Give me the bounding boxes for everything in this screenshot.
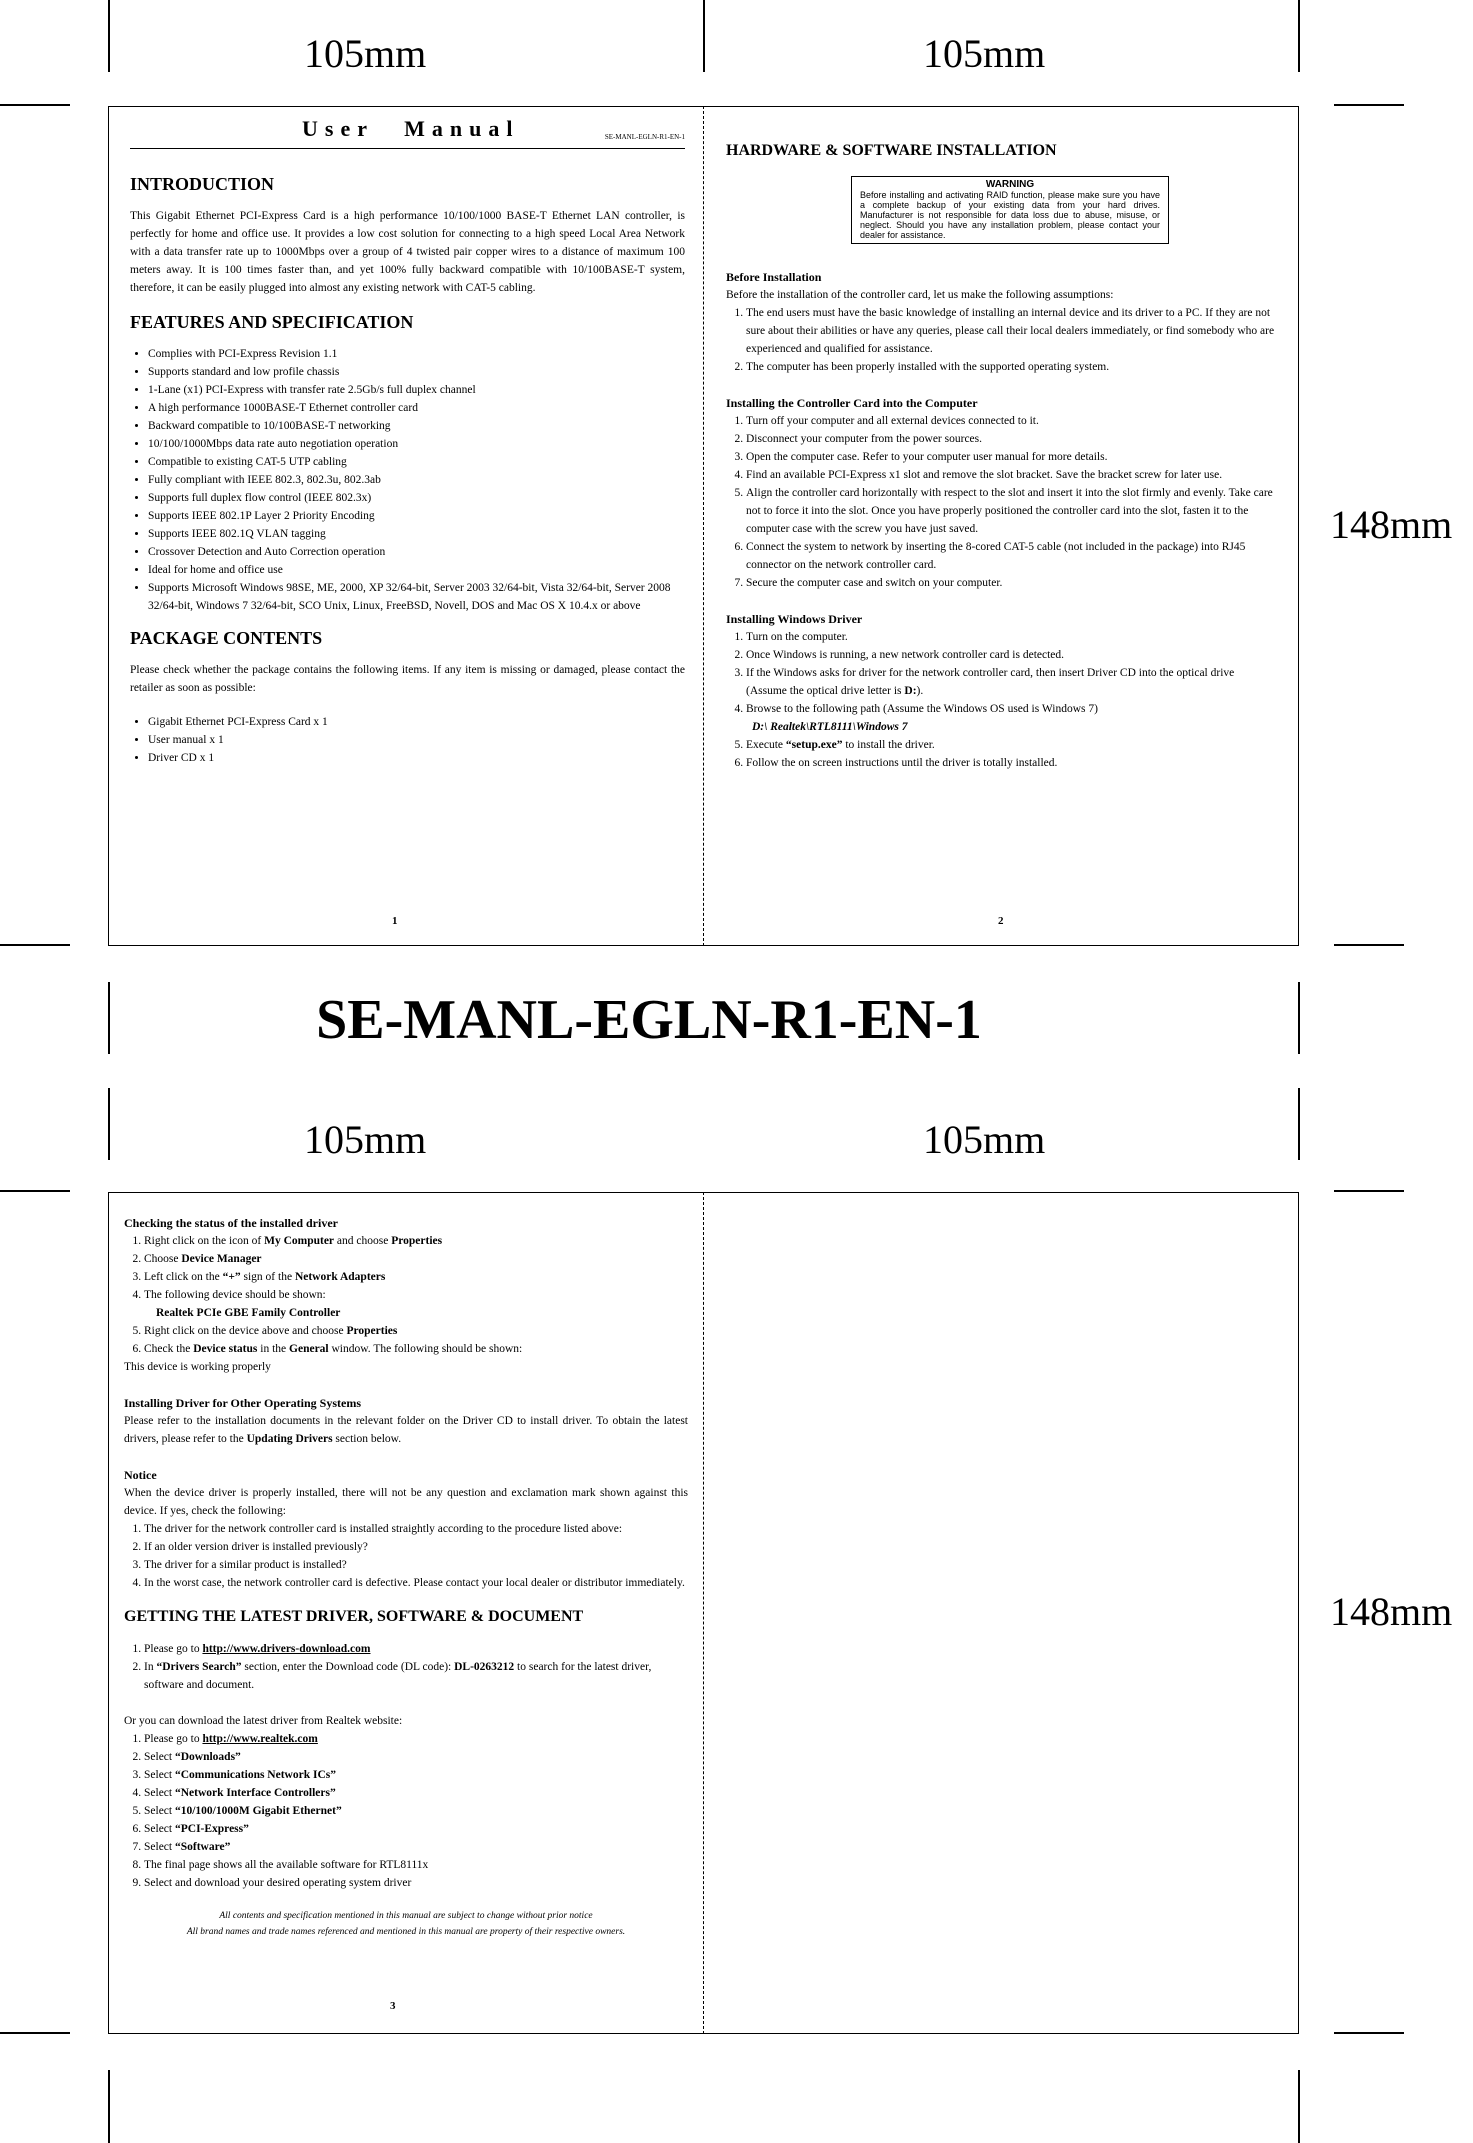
list-item: 4. Find an available PCI-Express x1 slot and remove the slot bracket. Save the bracket screw for later use. (746, 466, 1276, 484)
list-item: 4. In the worst case, the network controller card is defective. Please contact your local dealer or distributor immediately. (144, 1574, 688, 1592)
crop-mark (703, 0, 705, 72)
list-item: • Driver CD x 1 (148, 749, 685, 767)
list-item: 1. Turn off your computer and all external devices connected to it. (746, 412, 1276, 430)
list-item: 6. Follow the on screen instructions until the driver is totally installed. (746, 754, 1276, 772)
page-number: 1 (392, 915, 398, 927)
header-title: User Manual (302, 116, 520, 141)
list-item: 3. Open the computer case. Refer to your computer user manual for more details. (746, 448, 1276, 466)
crop-mark (1298, 1088, 1300, 1160)
header-code: SE-MANL-EGLN-R1-EN-1 (604, 133, 685, 141)
package-text: Please check whether the package contains the following items. If any item is missing or damaged, please contact the retailer as soon as possible: (130, 664, 685, 694)
list-item: 6. Check the Device status in the General window. The following should be shown: (144, 1340, 688, 1358)
list-item: 2. If an older version driver is installed previously? (144, 1538, 688, 1556)
list-item: 1. The driver for the network controller card is installed straightly according to the procedure listed above: (144, 1520, 688, 1538)
other-heading: Installing Driver for Other Operating Systems (124, 1396, 361, 1410)
list-item: • 1-Lane (x1) PCI-Express with transfer rate 2.5Gb/s full duplex channel (148, 381, 685, 399)
driver-path: D:\ Realtek\RTL8111\Windows 7 (752, 721, 908, 733)
driver-list (726, 628, 1276, 772)
features-heading: FEATURES AND SPECIFICATION (130, 312, 414, 332)
list-item: 5. Align the controller card horizontally with respect to the slot and insert it into the slot firmly and evenly. Take care not to force it into the slot. Once you have properly positioned the controller card into the slot, fasten it to the computer case with the screw you have just saved. (746, 484, 1276, 538)
list-item: • Supports standard and low profile chassis (148, 363, 685, 381)
width-label: 105mm (923, 1117, 1046, 1162)
before-list (726, 304, 1276, 376)
list-item: 2. Select “Downloads” (144, 1748, 688, 1766)
crop-mark (1298, 2070, 1300, 2143)
check-heading: Checking the status of the installed driver (124, 1216, 338, 1230)
footnote: All brand names and trade names referenced and mentioned in this manual are property of their respective owners. (186, 1927, 626, 1937)
crop-mark (1334, 2032, 1404, 2034)
list-item: 3. Left click on the “+” sign of the Network Adapters (144, 1268, 688, 1286)
realtek-list (124, 1730, 688, 1892)
list-item: 9. Select and download your desired operating system driver (144, 1874, 688, 1892)
before-heading: Before Installation (726, 270, 822, 284)
package-list (130, 713, 685, 767)
list-item: 2. The computer has been properly installed with the supported operating system. (746, 358, 1276, 376)
other-text: Please refer to the installation documents in the relevant folder on the Driver CD to install driver. To obtain the latest drivers, please refer to the Updating Drivers section below. (124, 1415, 688, 1445)
list-item: 5. Execute “setup.exe” to install the driver. (746, 736, 1276, 754)
card-heading: Installing the Controller Card into the Computer (726, 396, 978, 410)
latest-list (124, 1640, 688, 1694)
crop-mark (108, 1088, 110, 1160)
install-heading: HARDWARE & SOFTWARE INSTALLATION (726, 142, 1057, 159)
list-item: • Fully compliant with IEEE 802.3, 802.3u, 802.3ab (148, 471, 685, 489)
list-item: 2. In “Drivers Search” section, enter the Download code (DL code): DL-0263212 to search for the latest driver, software and document. (144, 1658, 688, 1694)
crop-mark (0, 2032, 70, 2034)
list-item: 4. Select “Network Interface Controllers” (144, 1784, 688, 1802)
crop-mark (108, 0, 110, 72)
list-item: 8. The final page shows all the available software for RTL8111x (144, 1856, 688, 1874)
list-item: 1. Please go to http://www.drivers-download.com (144, 1640, 688, 1658)
list-item: 5. Select “10/100/1000M Gigabit Ethernet” (144, 1802, 688, 1820)
download-link[interactable]: http://www.drivers-download.com (202, 1643, 371, 1655)
features-list (130, 345, 685, 615)
footnote: All contents and specification mentioned in this manual are subject to change without prior notice (219, 1911, 593, 1921)
package-heading: PACKAGE CONTENTS (130, 628, 323, 648)
list-item: 4. Browse to the following path (Assume the Windows OS used is Windows 7) D:\ Realtek\RTL8111\Windows 7 (746, 700, 1276, 736)
list-item: 1. The end users must have the basic knowledge of installing an internal device and its driver to a PC. If they are not sure about their abilities or have any queries, please call their local dealers immediately, or find somebody who are experienced and qualified for assistance. (746, 304, 1276, 358)
before-text: Before the installation of the controller card, let us make the following assumptions: (726, 289, 1114, 301)
device-status: This device is working properly (124, 1361, 271, 1373)
list-item: 2. Once Windows is running, a new network controller card is detected. (746, 646, 1276, 664)
list-item: • Supports IEEE 802.1P Layer 2 Priority Encoding (148, 507, 685, 525)
width-label: 105mm (923, 31, 1046, 76)
crop-mark (1334, 944, 1404, 946)
list-item: 1. Right click on the icon of My Computer and choose Properties (144, 1232, 688, 1250)
list-item: 1. Turn on the computer. (746, 628, 1276, 646)
list-item: • Supports Microsoft Windows 98SE, ME, 2000, XP 32/64-bit, Server 2003 32/64-bit, Vista 32/64-bit, Server 2008 32/64-bit, Windows 7 32/64-bit, SCO Unix, Linux, FreeBSD, Novell, DOS and Mac OS X 10.4.x or above (148, 579, 685, 615)
list-item: 3. If the Windows asks for driver for the network controller card, then insert Driver CD into the optical drive (Assume the optical drive letter is D:). (746, 664, 1276, 700)
list-item: • Supports IEEE 802.1Q VLAN tagging (148, 525, 685, 543)
height-label: 148mm (1330, 1589, 1453, 1634)
latest-heading: GETTING THE LATEST DRIVER, SOFTWARE & DOCUMENT (124, 1608, 584, 1625)
page-2 (726, 140, 1276, 772)
notice-heading: Notice (124, 1468, 157, 1482)
list-item: • Ideal for home and office use (148, 561, 685, 579)
crop-mark (108, 2070, 110, 2143)
crop-mark (1334, 1190, 1404, 1192)
manual-code-title: SE-MANL-EGLN-R1-EN-1 (316, 989, 982, 1051)
list-item: 2. Choose Device Manager (144, 1250, 688, 1268)
list-item: 6. Select “PCI-Express” (144, 1820, 688, 1838)
page-1 (130, 118, 685, 767)
list-item: 4. The following device should be shown: Realtek PCIe GBE Family Controller (144, 1286, 688, 1322)
crop-mark (0, 944, 70, 946)
list-item: 2. Disconnect your computer from the power sources. (746, 430, 1276, 448)
list-item: 7. Select “Software” (144, 1838, 688, 1856)
list-item: 3. Select “Communications Network ICs” (144, 1766, 688, 1784)
page-header (130, 118, 685, 149)
list-item: • Complies with PCI-Express Revision 1.1 (148, 345, 685, 363)
intro-text: This Gigabit Ethernet PCI-Express Card is a high performance 10/100/1000 BASE-T Ethernet LAN controller, is perfectly for home and office use. It provides a low cost solution for connecting to a high speed Local Area Network with a data transfer rate up to 1000Mbps over a group of 4 twisted pair copper wires to a distance of maximum 100 meters away. It is 100 times faster than, and yet 100% fully backward compatible with 10/100BASE-T system, therefore, it can be easily plugged into almost any existing network with CAT-5 cabling. (130, 210, 685, 294)
intro-heading: INTRODUCTION (130, 174, 275, 194)
list-item: • Crossover Detection and Auto Correction operation (148, 543, 685, 561)
warning-box (851, 176, 1169, 244)
page-number: 3 (390, 2000, 396, 2012)
crop-mark (0, 1190, 70, 1192)
page-3 (124, 1214, 688, 1940)
width-label: 105mm (304, 1117, 427, 1162)
realtek-intro: Or you can download the latest driver from Realtek website: (124, 1715, 403, 1727)
notice-list (124, 1520, 688, 1592)
crop-mark (1298, 982, 1300, 1054)
notice-text: When the device driver is properly installed, there will not be any question and exclamation mark shown against this device. If yes, check the following: (124, 1487, 688, 1517)
width-label: 105mm (304, 31, 427, 76)
crop-mark (1298, 0, 1300, 72)
fold-line (703, 106, 704, 946)
fold-line (703, 1192, 704, 2034)
warning-title: WARNING (985, 179, 1035, 190)
list-item: 7. Secure the computer case and switch on your computer. (746, 574, 1276, 592)
list-item: • Backward compatible to 10/100BASE-T networking (148, 417, 685, 435)
driver-heading: Installing Windows Driver (726, 612, 863, 626)
crop-mark (1334, 104, 1404, 106)
check-list (124, 1232, 688, 1358)
list-item: 3. The driver for a similar product is installed? (144, 1556, 688, 1574)
list-item: • User manual x 1 (148, 731, 685, 749)
height-label: 148mm (1330, 502, 1453, 547)
warning-text: Before installing and activating RAID function, please make sure you have a complete backup of your existing data from your hard drives. Manufacturer is not responsible for data loss due to abuse, misuse, or neglect. Should you have any installation problem, please contact your dealer for assistance. (860, 190, 1160, 240)
card-list (726, 412, 1276, 592)
list-item: 5. Right click on the device above and choose Properties (144, 1322, 688, 1340)
list-item: • 10/100/1000Mbps data rate auto negotiation operation (148, 435, 685, 453)
list-item: • Compatible to existing CAT-5 UTP cabling (148, 453, 685, 471)
realtek-link[interactable]: http://www.realtek.com (202, 1733, 318, 1745)
list-item: • Supports full duplex flow control (IEEE 802.3x) (148, 489, 685, 507)
list-item: 6. Connect the system to network by inserting the 8-cored CAT-5 cable (not included in the package) into RJ45 connector on the network controller card. (746, 538, 1276, 574)
list-item: 1. Please go to http://www.realtek.com (144, 1730, 688, 1748)
list-item: • A high performance 1000BASE-T Ethernet controller card (148, 399, 685, 417)
list-item: • Gigabit Ethernet PCI-Express Card x 1 (148, 713, 685, 731)
page-number: 2 (998, 915, 1004, 927)
device-name: Realtek PCIe GBE Family Controller (156, 1307, 341, 1319)
crop-mark (0, 104, 70, 106)
